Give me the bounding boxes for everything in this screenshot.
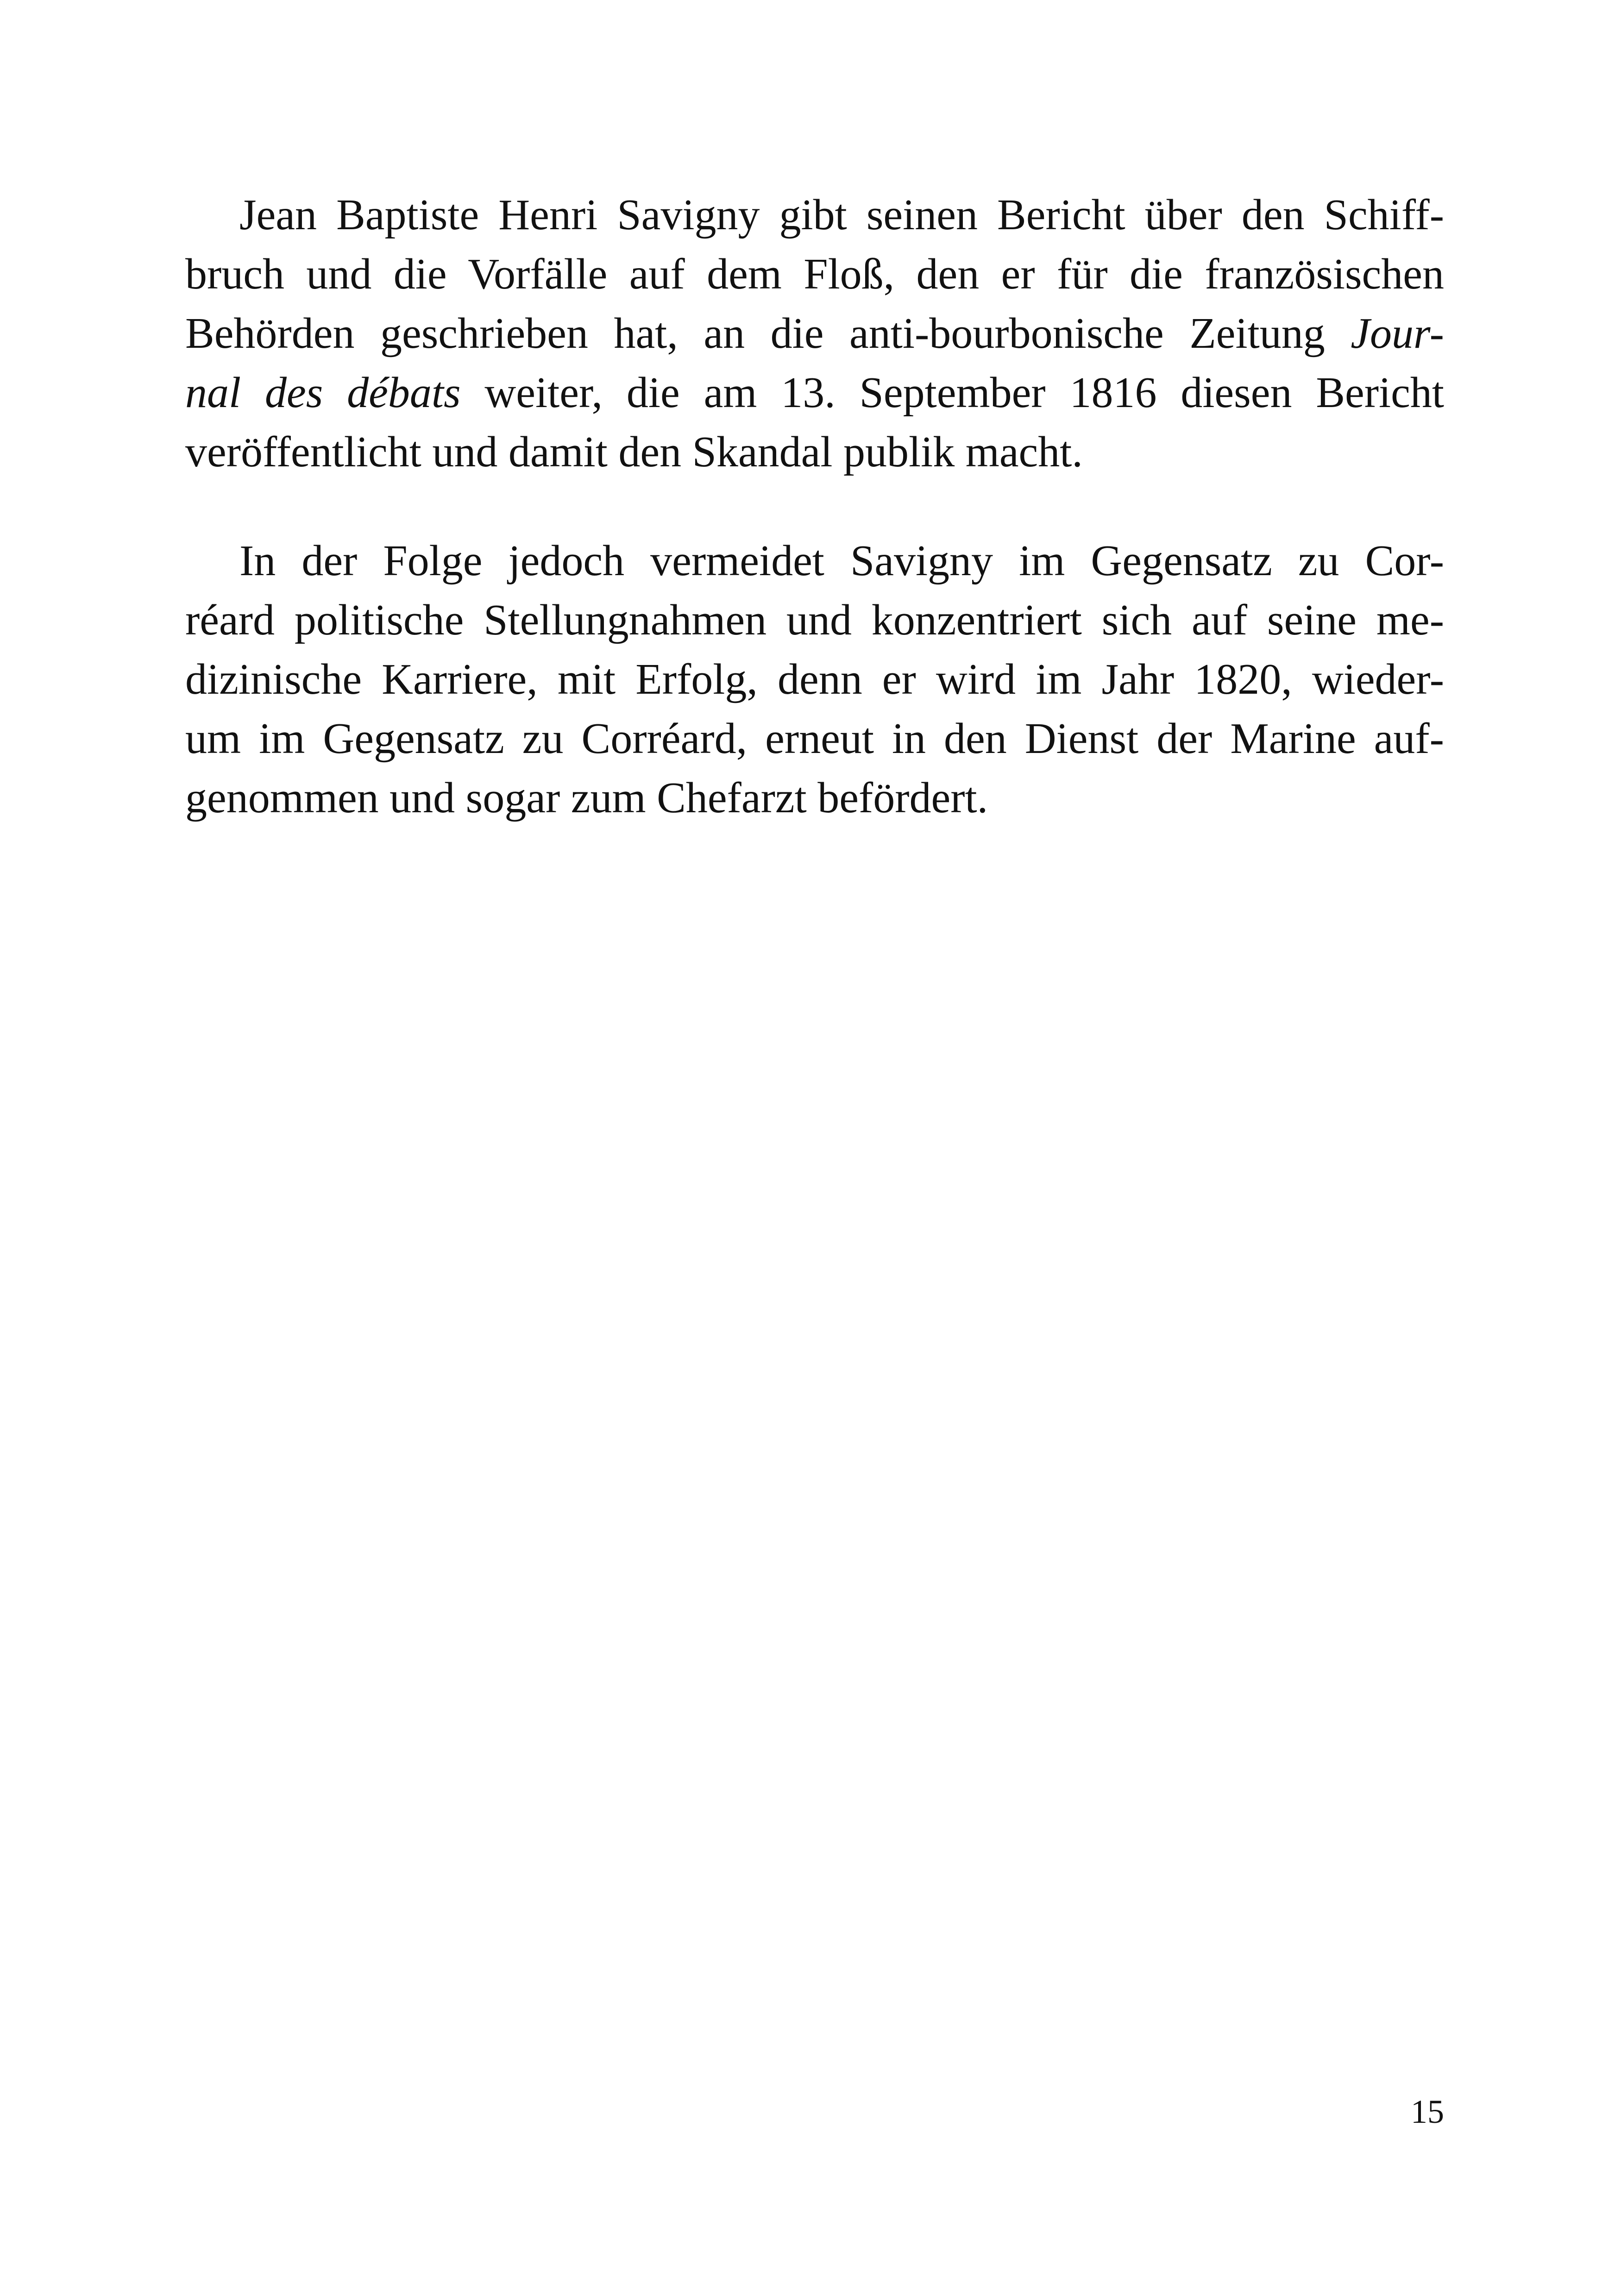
text-line (185, 768, 1444, 828)
text-line (185, 590, 1444, 650)
text-line (185, 650, 1444, 709)
text-run: dizinische Karriere, mit Erfolg, denn er wird im Jahr 1820, wieder- (185, 655, 1444, 703)
page-number: 15 (1411, 2093, 1444, 2130)
text-run: Jean Baptiste Henri Savigny gibt seinen Bericht über den Schiff- (239, 191, 1444, 239)
text-line (185, 245, 1444, 304)
text-run: réard politische Stellungnahmen und konzentriert sich auf seine me- (185, 596, 1444, 644)
text-run: genommen und sogar zum Chefarzt befördert. (185, 774, 988, 822)
paragraph-1 (185, 185, 1444, 482)
text-line (185, 422, 1444, 482)
italic-title-text: Jour- (1351, 309, 1444, 358)
text-run: bruch und die Vorfälle auf dem Floß, den er für die französischen (185, 250, 1444, 298)
paragraph-2 (185, 531, 1444, 828)
text-run: In der Folge jedoch vermeidet Savigny im Gegensatz zu Cor- (239, 537, 1444, 585)
text-line (185, 531, 1444, 590)
text-line (185, 363, 1444, 422)
text-run: weiter, die am 13. September 1816 diesen Bericht (460, 369, 1444, 417)
text-run: veröffentlicht und damit den Skandal publik macht. (185, 428, 1083, 476)
text-run: um im Gegensatz zu Corréard, erneut in den Dienst der Marine auf- (185, 715, 1444, 763)
italic-title-text: nal des débats (185, 369, 461, 417)
text-line (185, 709, 1444, 768)
text-run: Behörden geschrieben hat, an die anti-bourbonische Zeitung (185, 309, 1351, 358)
text-line (185, 304, 1444, 363)
text-line (185, 185, 1444, 245)
